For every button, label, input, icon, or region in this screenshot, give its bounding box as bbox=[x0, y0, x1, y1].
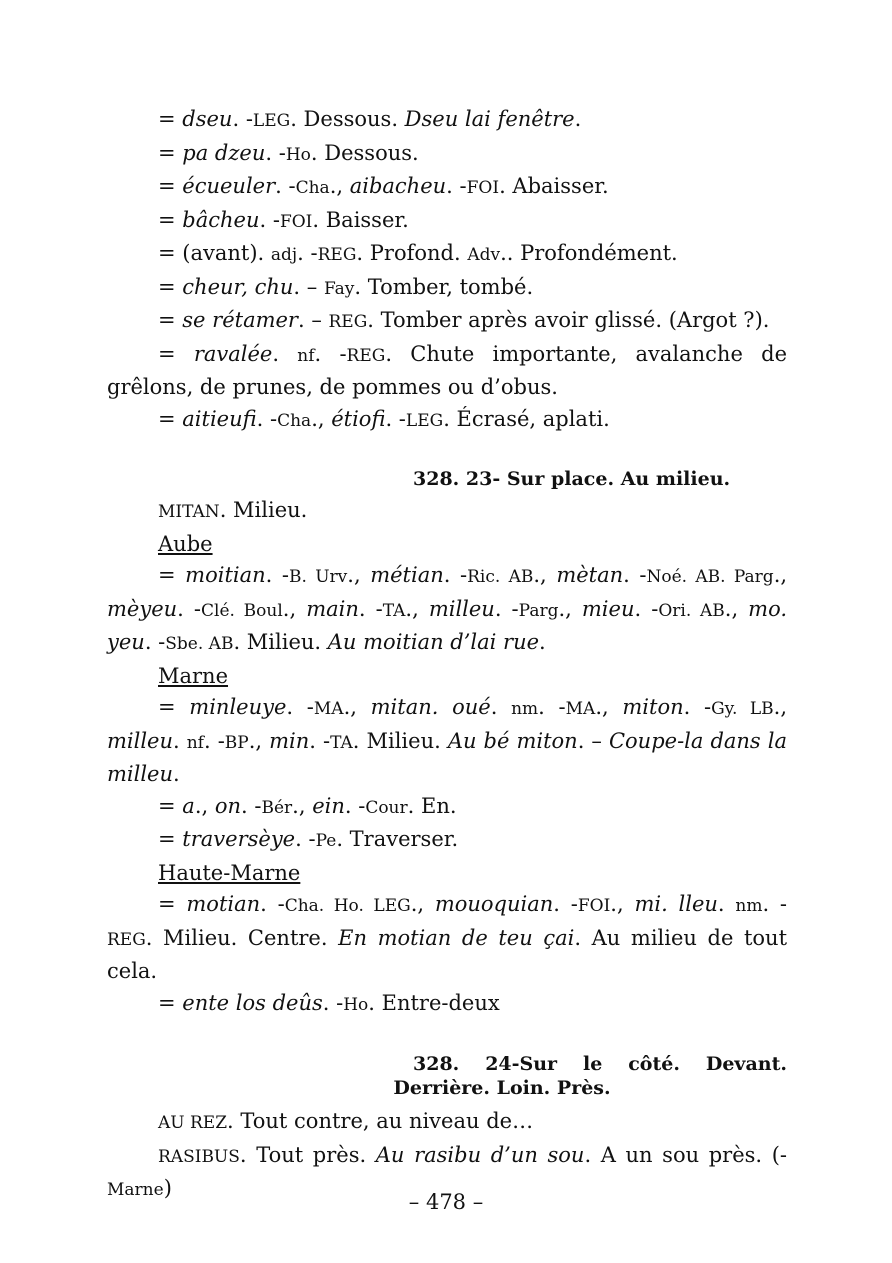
entry-avant bbox=[107, 238, 787, 272]
entry-text: . Milieu. Centre. bbox=[145, 925, 339, 950]
source-abbrev: Pe bbox=[315, 831, 337, 851]
entry-text: . En. bbox=[407, 793, 457, 818]
headword-italic: En motian de teu çai bbox=[338, 925, 575, 950]
source-abbrev: MA bbox=[565, 699, 596, 719]
entry-traverseye bbox=[107, 824, 787, 858]
entry-text: . Tomber après avoir glissé. (Argot ?). bbox=[367, 308, 770, 332]
headword-italic: Au rasibu d’un sou bbox=[375, 1142, 585, 1167]
headword-italic: miton bbox=[622, 695, 684, 719]
entry-text: ., bbox=[194, 793, 215, 818]
page-number: – 478 – bbox=[408, 1190, 484, 1214]
headword-italic: mo. yeu bbox=[107, 596, 788, 654]
headword-italic: milleu bbox=[428, 596, 495, 621]
section-heading-23: 328. 23- Sur place. Au milieu. bbox=[413, 468, 731, 490]
entry-text: . - bbox=[446, 174, 467, 198]
source-abbrev: AU REZ bbox=[158, 1113, 228, 1133]
source-abbrev: Bér bbox=[261, 797, 293, 818]
entry-ecueuler bbox=[107, 171, 787, 205]
source-abbrev: FOI bbox=[577, 896, 611, 916]
entry-text: . - bbox=[177, 596, 201, 621]
aube-entries bbox=[107, 560, 787, 661]
entry-text: . - bbox=[494, 596, 519, 621]
entry-dseu bbox=[107, 104, 787, 138]
entry-text: . - bbox=[256, 406, 278, 431]
entry-text: = bbox=[158, 308, 183, 332]
headword-italic: ein bbox=[312, 793, 345, 818]
entry-text: . - bbox=[241, 793, 262, 818]
entry-text: = bbox=[158, 827, 183, 851]
source-abbrev: nf bbox=[186, 732, 204, 753]
entry-text: = bbox=[158, 274, 183, 299]
entry-aitieufi bbox=[107, 404, 787, 438]
entry-text: = bbox=[158, 695, 190, 719]
entry-text: . - bbox=[762, 892, 788, 916]
haute-marne-entries bbox=[107, 889, 787, 1021]
entry-text: . - bbox=[553, 892, 578, 916]
entry-text: ., bbox=[410, 892, 435, 916]
entry-text: . - bbox=[232, 107, 253, 131]
entry-text: . - bbox=[385, 406, 406, 431]
entry-text: . bbox=[173, 728, 187, 753]
headword-italic: motian bbox=[186, 892, 261, 916]
source-abbrev: FOI bbox=[279, 211, 313, 232]
source-abbrev: nm bbox=[511, 699, 539, 719]
entry-text: . - bbox=[538, 695, 566, 719]
entry-text: = (avant). bbox=[158, 241, 271, 265]
entry-entelos bbox=[107, 988, 787, 1022]
entry-text: = bbox=[158, 174, 183, 198]
entry-text: . bbox=[490, 695, 512, 719]
entry-text: . Dessous. bbox=[290, 107, 405, 131]
region-marne: Marne bbox=[158, 663, 229, 688]
headword-italic: dseu bbox=[182, 107, 233, 131]
entry-text: . - bbox=[309, 728, 331, 753]
entry-text: ., bbox=[724, 596, 749, 621]
section-heading-24-line2: Derrière. Loin. Près. bbox=[393, 1077, 611, 1099]
region-haute-marne: Haute-Marne bbox=[158, 860, 301, 885]
source-abbrev: RASIBUS bbox=[158, 1146, 240, 1167]
headword-italic: étiofi bbox=[331, 406, 386, 431]
entry-text: . Traverser. bbox=[336, 827, 459, 851]
source-abbrev: B. Urv bbox=[289, 567, 348, 587]
entry-text: . Milieu. bbox=[352, 728, 448, 753]
entry-text: ., bbox=[248, 728, 270, 753]
entry-text: . Chute importante, avalanche de grêlons, de prunes, de pommes ou d’obus. bbox=[107, 341, 787, 399]
source-abbrev: LEG bbox=[252, 111, 291, 131]
headword-italic: mètan bbox=[556, 563, 624, 587]
entry-text: . Écrasé, aplati. bbox=[443, 406, 610, 431]
entry-text: . – bbox=[297, 308, 329, 332]
entry-text: ., bbox=[311, 406, 332, 431]
headword-italic: bâcheu bbox=[182, 207, 260, 232]
source-abbrev: Noé. AB. Parg bbox=[646, 567, 774, 587]
entry-text: . - bbox=[322, 990, 344, 1015]
headword-italic: ente los deûs bbox=[182, 990, 323, 1015]
region-aube: Aube bbox=[158, 531, 213, 556]
entry-text: . bbox=[539, 630, 546, 654]
entry-text: . Tomber, tombé. bbox=[354, 274, 534, 299]
marne-entries bbox=[107, 692, 787, 858]
entry-text: . Tout près. bbox=[239, 1142, 376, 1167]
entry-ravalee bbox=[107, 339, 787, 404]
entry-text: . - bbox=[203, 728, 225, 753]
entry-aurez bbox=[107, 1106, 787, 1140]
headword-italic: métian bbox=[370, 563, 444, 587]
headword-italic: Au bé miton bbox=[447, 728, 578, 753]
source-abbrev: Ori. AB bbox=[658, 600, 725, 621]
headword-italic: mi. lleu bbox=[634, 892, 718, 916]
entry-text: = bbox=[158, 107, 183, 131]
headword-italic: aibacheu bbox=[349, 174, 447, 198]
source-abbrev: Parg bbox=[518, 600, 559, 621]
entry-text: . Au milieu de tout cela. bbox=[107, 925, 788, 983]
entry-text: ., bbox=[610, 892, 635, 916]
headword-italic: pa dzeu bbox=[182, 140, 266, 165]
headword-italic: mitan. oué bbox=[370, 695, 491, 719]
source-abbrev: REG bbox=[317, 245, 357, 265]
headword-italic: mouoquian bbox=[434, 892, 554, 916]
entry-minleuye bbox=[107, 692, 787, 791]
headword-italic: milleu bbox=[107, 728, 174, 753]
source-abbrev: BP bbox=[224, 732, 249, 753]
entry-text: . - bbox=[286, 695, 314, 719]
entry-text: . - bbox=[344, 793, 366, 818]
source-abbrev: Clé. Boul bbox=[201, 600, 283, 621]
entry-text: . bbox=[173, 762, 180, 786]
headword-italic: cheur, chu bbox=[182, 274, 294, 299]
headword-italic: mieu bbox=[581, 596, 635, 621]
source-abbrev: Cha. Ho. LEG bbox=[284, 896, 411, 916]
entry-motian bbox=[107, 889, 787, 988]
entry-text: ., bbox=[282, 596, 307, 621]
entry-text: . - bbox=[295, 827, 316, 851]
source-abbrev: Gy. LB bbox=[711, 699, 774, 719]
source-abbrev: Sbe. AB bbox=[165, 634, 234, 654]
source-abbrev: TA bbox=[330, 732, 353, 753]
source-abbrev: REG bbox=[328, 312, 368, 332]
entry-text: . - bbox=[144, 630, 166, 654]
source-abbrev: FOI bbox=[466, 178, 500, 198]
entry-text: . - bbox=[358, 596, 383, 621]
source-abbrev: Cour bbox=[365, 797, 408, 818]
source-abbrev: Ho bbox=[343, 994, 369, 1015]
entry-text: . - bbox=[683, 695, 712, 719]
source-abbrev: nm bbox=[735, 896, 763, 916]
entry-text: . – bbox=[293, 274, 324, 299]
entry-text: . - bbox=[265, 140, 286, 165]
entry-text: . bbox=[574, 107, 582, 131]
entry-text: . Abaisser. bbox=[499, 174, 609, 198]
entry-text: . - bbox=[297, 241, 318, 265]
entry-text: . bbox=[717, 892, 736, 916]
entry-text: ., bbox=[347, 563, 371, 587]
entry-text: ., bbox=[533, 563, 557, 587]
entry-text: ., bbox=[595, 695, 623, 719]
entry-text: .. Profondément. bbox=[500, 241, 678, 265]
source-abbrev: Fay bbox=[323, 278, 355, 299]
source-abbrev: Cha bbox=[295, 178, 330, 198]
entry-text: = bbox=[158, 563, 186, 587]
source-abbrev: Marne bbox=[107, 1180, 164, 1200]
entry-text: . Milieu. bbox=[219, 498, 308, 522]
entry-padzeu bbox=[107, 138, 787, 172]
source-abbrev: REG bbox=[107, 929, 146, 950]
entry-text: ., bbox=[558, 596, 582, 621]
entry-text: = bbox=[158, 406, 183, 431]
entry-text: ., bbox=[292, 793, 313, 818]
entry-text: . A un sou près. (- bbox=[584, 1142, 787, 1167]
entry-retamer bbox=[107, 305, 787, 339]
source-abbrev: MITAN bbox=[158, 502, 220, 522]
entry-text: . Profond. bbox=[356, 241, 468, 265]
entry-text: ., bbox=[405, 596, 429, 621]
headword-italic: Dseu lai fenêtre bbox=[404, 107, 575, 131]
entry-text: = bbox=[158, 341, 194, 366]
headword-italic: ravalée bbox=[193, 341, 273, 366]
source-abbrev: TA bbox=[382, 600, 406, 621]
entry-text: . - bbox=[314, 341, 347, 366]
entry-moitian bbox=[107, 560, 787, 661]
headword-italic: min bbox=[269, 728, 310, 753]
source-abbrev: REG bbox=[346, 345, 386, 366]
entry-bacheu bbox=[107, 205, 787, 239]
entry-text: ., bbox=[343, 695, 371, 719]
entry-text: ., bbox=[329, 174, 350, 198]
entry-text: ., bbox=[773, 563, 788, 587]
entry-text: . – bbox=[577, 728, 609, 753]
page-body bbox=[107, 104, 787, 1207]
source-abbrev: Cha bbox=[277, 410, 312, 431]
entry-aon bbox=[107, 791, 787, 825]
entry-text: . - bbox=[260, 892, 285, 916]
source-abbrev: Ho bbox=[285, 144, 311, 165]
entries-block bbox=[107, 104, 787, 437]
headword-italic: écueuler bbox=[182, 174, 276, 198]
headword-italic: main bbox=[306, 596, 359, 621]
source-abbrev: adj bbox=[270, 245, 298, 265]
entry-text: . Dessous. bbox=[310, 140, 419, 165]
entry-text: . Baisser. bbox=[312, 207, 409, 232]
entry-text: ) bbox=[163, 1176, 172, 1200]
entry-text: . Milieu. bbox=[233, 630, 328, 654]
entry-text: . bbox=[272, 341, 298, 366]
entry-text: = bbox=[158, 207, 183, 232]
entry-text: = bbox=[158, 793, 183, 818]
headword-italic: traversèye bbox=[182, 827, 296, 851]
entry-text: . - bbox=[634, 596, 659, 621]
headword-italic: aitieufi bbox=[182, 406, 257, 431]
source-abbrev: MA bbox=[313, 699, 344, 719]
entry-text: . Entre-deux bbox=[368, 990, 500, 1015]
entry-text: = bbox=[158, 892, 187, 916]
entry-text: . - bbox=[275, 174, 296, 198]
headword-italic: Coupe-la dans la milleu bbox=[107, 728, 787, 786]
headword-italic: a bbox=[182, 793, 195, 818]
entry-text: = bbox=[158, 140, 183, 165]
entry-text: . - bbox=[443, 563, 468, 587]
entry-mitan bbox=[107, 495, 787, 529]
entry-text: . - bbox=[623, 563, 647, 587]
source-abbrev: nf bbox=[297, 345, 315, 366]
entry-text: . Tout contre, au niveau de… bbox=[227, 1109, 534, 1133]
section-heading-24-line1: 328. 24-Sur le côté. Devant. bbox=[413, 1053, 787, 1075]
source-abbrev: LEG bbox=[405, 410, 444, 431]
headword-italic: moitian bbox=[185, 563, 266, 587]
headword-italic: Au moitian d’lai rue bbox=[327, 630, 540, 654]
entry-text: = bbox=[158, 990, 183, 1015]
entry-text: ., bbox=[773, 695, 787, 719]
headword-italic: mèyeu bbox=[107, 596, 178, 621]
headword-italic: minleuye bbox=[189, 695, 287, 719]
entry-cheur bbox=[107, 272, 787, 306]
headword-italic: se rétamer bbox=[182, 308, 298, 332]
source-abbrev: Ric. AB bbox=[467, 567, 534, 587]
source-abbrev: Adv bbox=[467, 245, 501, 265]
entry-text: . - bbox=[265, 563, 290, 587]
entry-text: . - bbox=[259, 207, 280, 232]
headword-italic: on bbox=[214, 793, 242, 818]
